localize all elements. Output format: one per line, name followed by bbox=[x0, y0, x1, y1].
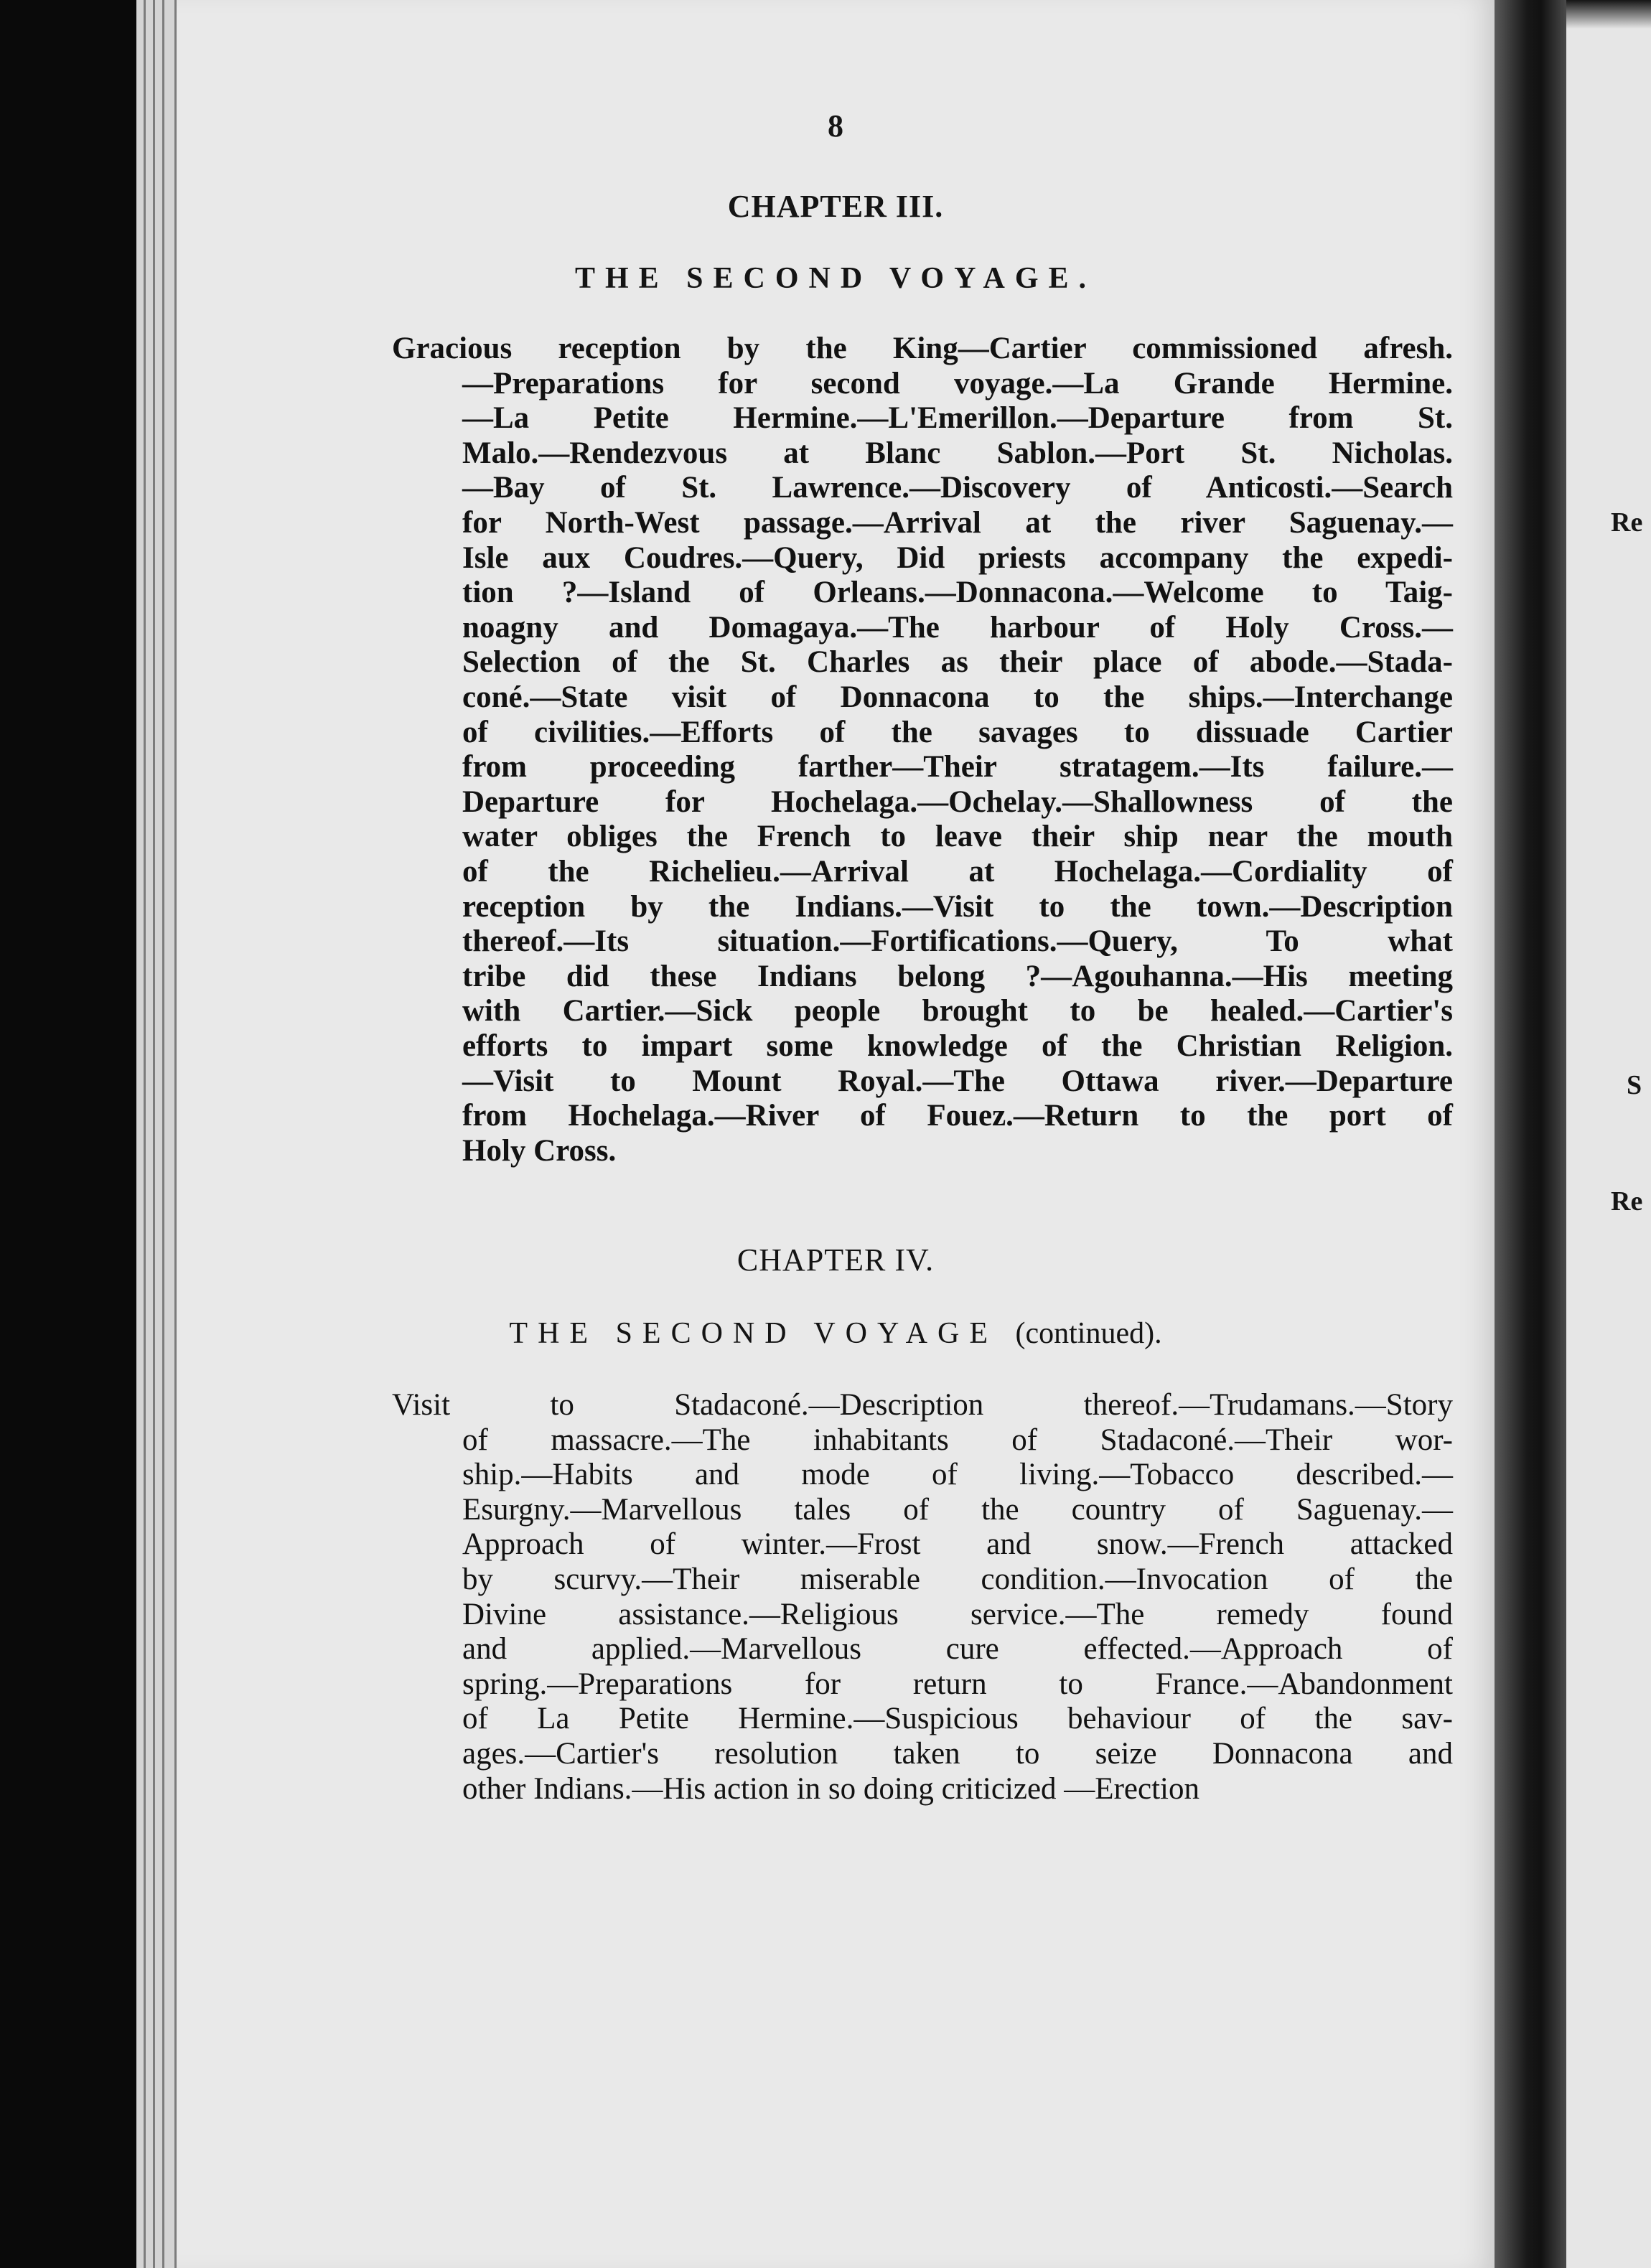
summary-line: efforts to impart some knowledge of the Christian Religion. bbox=[462, 1029, 1453, 1063]
summary-line: Gracious reception by the King—Cartier commissioned afresh. bbox=[392, 332, 1453, 365]
summary-line: of massacre.—The inhabitants of Stadaconé.—Their wor- bbox=[462, 1423, 1453, 1457]
summary-line: of civilities.—Efforts of the savages to dissuade Cartier bbox=[462, 715, 1453, 749]
summary-line: other Indians.—His action in so doing criticized —Erection bbox=[462, 1771, 1199, 1806]
binding-gutter bbox=[1495, 0, 1566, 2268]
facing-page-fragment: Re bbox=[1611, 507, 1643, 538]
summary-line: Isle aux Coudres.—Query, Did priests accompany the expedi- bbox=[462, 540, 1453, 575]
summary-line: coné.—State visit of Donnacona to the ships.—Interchange bbox=[462, 680, 1453, 714]
summary-line: Visit to Stadaconé.—Description thereof.—Trudamans.—Story bbox=[392, 1388, 1453, 1422]
summary-line: and applied.—Marvellous cure effected.—Approach of bbox=[462, 1632, 1453, 1667]
page-edge bbox=[155, 0, 162, 2268]
chapter-3-heading: CHAPTER III. bbox=[727, 189, 944, 224]
scan-left-margin bbox=[0, 0, 136, 2268]
chapter-4-heading: CHAPTER IV. bbox=[736, 1242, 935, 1278]
page-number: 8 bbox=[828, 108, 843, 144]
summary-line: thereof.—Its situation.—Fortifications.—Query, To what bbox=[462, 924, 1453, 959]
facing-page-fragment: Re bbox=[1611, 1186, 1643, 1217]
summary-line: reception by the Indians.—Visit to the town.—Description bbox=[462, 889, 1453, 924]
chapter-3-title: THE SECOND VOYAGE. bbox=[574, 262, 1097, 295]
summary-line: noagny and Domagaya.—The harbour of Holy Cross.— bbox=[462, 610, 1453, 645]
summary-line: Divine assistance.—Religious service.—The remedy found bbox=[462, 1597, 1453, 1631]
summary-line: with Cartier.—Sick people brought to be healed.—Cartier's bbox=[462, 994, 1453, 1028]
summary-line: water obliges the French to leave their ship near the mouth bbox=[462, 820, 1453, 854]
summary-line: Selection of the St. Charles as their place of abode.—Stada- bbox=[462, 645, 1453, 680]
summary-line: —Preparations for second voyage.—La Grande Hermine. bbox=[462, 366, 1453, 400]
chapter-4-title-suffix: (continued). bbox=[1015, 1317, 1162, 1350]
chapter-4-title bbox=[177, 1316, 1495, 1351]
summary-line: tribe did these Indians belong ?—Agouhanna.—His meeting bbox=[462, 959, 1453, 993]
summary-line: of the Richelieu.—Arrival at Hochelaga.—Cordiality of bbox=[462, 855, 1453, 889]
facing-page bbox=[1566, 0, 1651, 2268]
summary-line: from proceeding farther—Their stratagem.—Its failure.— bbox=[462, 750, 1453, 784]
summary-line: from Hochelaga.—River of Fouez.—Return to the port of bbox=[462, 1099, 1453, 1133]
summary-line: Holy Cross. bbox=[462, 1133, 617, 1168]
summary-line: spring.—Preparations for return to France.—Abandonment bbox=[462, 1667, 1453, 1701]
summary-line: of La Petite Hermine.—Suspicious behaviour of the sav- bbox=[462, 1702, 1453, 1736]
summary-line: —Bay of St. Lawrence.—Discovery of Anticosti.—Search bbox=[462, 471, 1453, 505]
summary-line: Malo.—Rendezvous at Blanc Sablon.—Port St. Nicholas. bbox=[462, 436, 1453, 470]
summary-line: Departure for Hochelaga.—Ochelay.—Shallowness of the bbox=[462, 784, 1453, 819]
summary-line: for North-West passage.—Arrival at the river Saguenay.— bbox=[462, 506, 1453, 540]
facing-page-fragment: S bbox=[1627, 1070, 1642, 1100]
page-edge bbox=[136, 0, 144, 2268]
chapter-4-title-text: THE SECOND VOYAGE bbox=[509, 1317, 998, 1350]
summary-line: —La Petite Hermine.—L'Emerillon.—Departure from St. bbox=[462, 401, 1453, 436]
summary-line: ages.—Cartier's resolution taken to seize Donnacona and bbox=[462, 1737, 1453, 1771]
summary-line: Approach of winter.—Frost and snow.—French attacked bbox=[462, 1527, 1453, 1562]
summary-line: ship.—Habits and mode of living.—Tobacco described.— bbox=[462, 1458, 1453, 1492]
page-edge bbox=[146, 0, 153, 2268]
summary-line: Esurgny.—Marvellous tales of the country of Saguenay.— bbox=[462, 1492, 1453, 1527]
summary-line: by scurvy.—Their miserable condition.—Invocation of the bbox=[462, 1562, 1453, 1596]
summary-line: —Visit to Mount Royal.—The Ottawa river.—Departure bbox=[462, 1064, 1453, 1098]
page-edge bbox=[164, 0, 174, 2268]
summary-line: tion ?—Island of Orleans.—Donnacona.—Welcome to Taig- bbox=[462, 576, 1453, 610]
